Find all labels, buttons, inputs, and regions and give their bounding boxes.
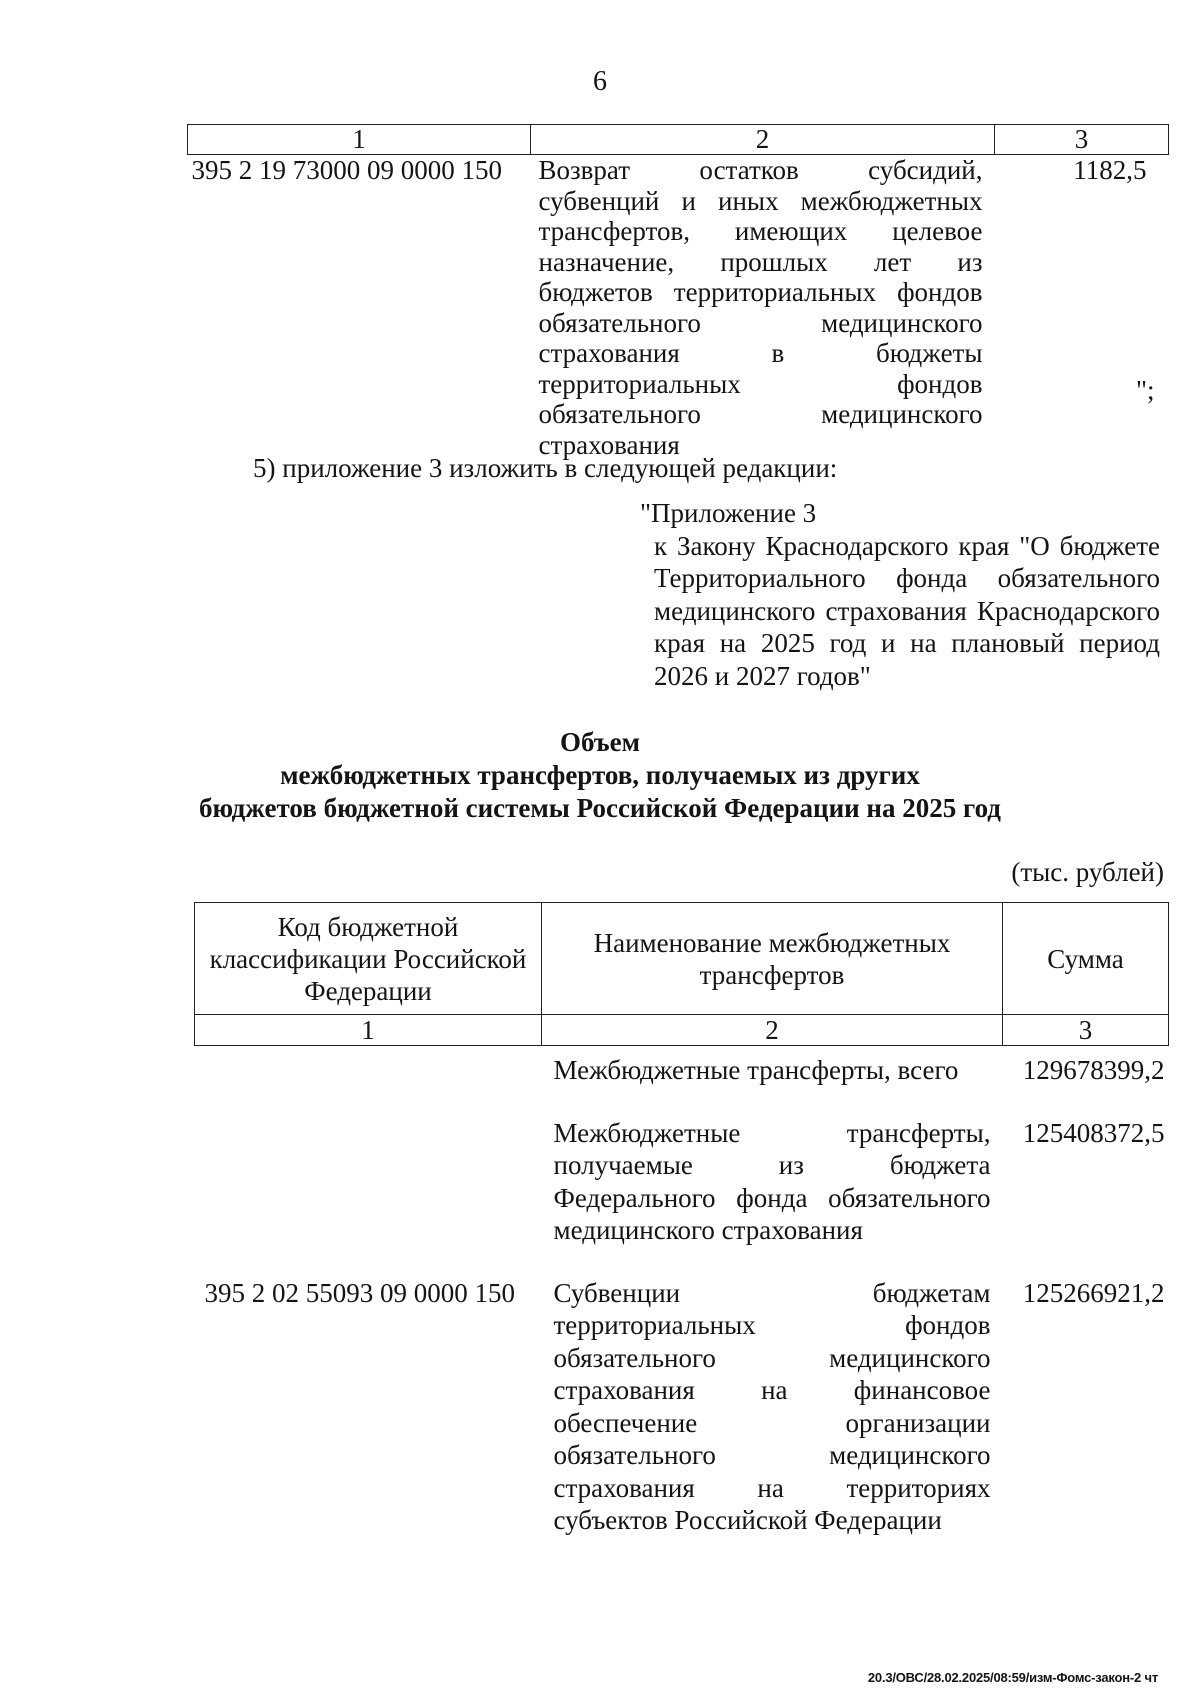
table-row: [195, 1117, 1169, 1277]
amendment-item-5: 5) приложение 3 изложить в следующей редакции:: [253, 453, 838, 483]
appendix-title: "Приложение 3: [640, 498, 817, 528]
units-label: (тыс. рублей): [1011, 857, 1164, 887]
heading-line-3: бюджетов бюджетной системы Российской Федерации на 2025 год: [199, 793, 1001, 823]
page-number: 6: [593, 66, 607, 97]
header-name: Наименование межбюджетных трансфертов: [542, 903, 1003, 1015]
transfer-name: Межбюджетные трансферты, всего: [553, 1055, 959, 1085]
closing-quote: ";: [1135, 375, 1155, 405]
budget-code: [195, 1046, 542, 1117]
table-row: [188, 155, 1169, 461]
heading-line-1: Объем: [560, 727, 640, 757]
column-number-1: 1: [195, 1015, 542, 1046]
appendix-body: к Закону Краснодарского края "О бюджете Территориального фонда обязательного медицинского страхования Краснодарского края на 2025 год и на плановый период 2026 и 2027 годов": [654, 530, 1160, 691]
transfer-sum: [995, 155, 1169, 461]
sum-value: 1182,5: [1073, 155, 1147, 185]
column-number-2: 2: [531, 125, 995, 155]
budget-code: 395 2 19 73000 09 0000 150: [191, 155, 502, 185]
header-code: Код бюджетной классификации Российской Федерации: [195, 903, 542, 1015]
transfer-sum: 125408372,5: [1022, 1117, 1165, 1148]
transfers-table: [194, 902, 1169, 1567]
header-sum: Сумма: [1003, 903, 1169, 1015]
transfer-sum: 129678399,2: [1022, 1055, 1165, 1085]
column-number-1: 1: [188, 125, 531, 155]
budget-code: [195, 1117, 542, 1277]
table-row: [195, 1277, 1169, 1567]
continuation-table-header: [188, 125, 1169, 155]
document-heading: [0, 726, 1200, 825]
appendix-caption: [640, 497, 1160, 692]
column-number-3: 3: [995, 125, 1169, 155]
table-row: [195, 1046, 1169, 1117]
column-number-3: 3: [1003, 1015, 1169, 1046]
column-number-2: 2: [542, 1015, 1003, 1046]
budget-code: 395 2 02 55093 09 0000 150: [204, 1277, 515, 1308]
continuation-table: [187, 124, 1169, 460]
document-footer-stamp: 20.3/ОВС/28.02.2025/08:59/изм-Фомс-закон-2 чт: [867, 1670, 1158, 1685]
transfer-name: Возврат остатков субсидий, субвенций и иных межбюджетных трансфертов, имеющих целевое назначение, прошлых лет из бюджетов территориальных фондов обязательного медицинского страхования в бюджеты территориальных фондов обязательного медицинского страхования: [538, 155, 983, 460]
heading-line-2: межбюджетных трансфертов, получаемых из других: [280, 760, 920, 790]
column-numbers-row: [195, 1015, 1169, 1046]
transfer-name: Межбюджетные трансферты, получаемые из бюджета Федерального фонда обязательного медицинского страхования: [553, 1117, 991, 1245]
transfer-sum: 125266921,2: [1022, 1277, 1165, 1308]
transfers-table-header: [195, 903, 1169, 1015]
transfer-name: Субвенции бюджетам территориальных фондов обязательного медицинского страхования на финансовое обеспечение организации обязательного медицинского страхования на территориях субъектов Российской Федерации: [553, 1277, 991, 1535]
